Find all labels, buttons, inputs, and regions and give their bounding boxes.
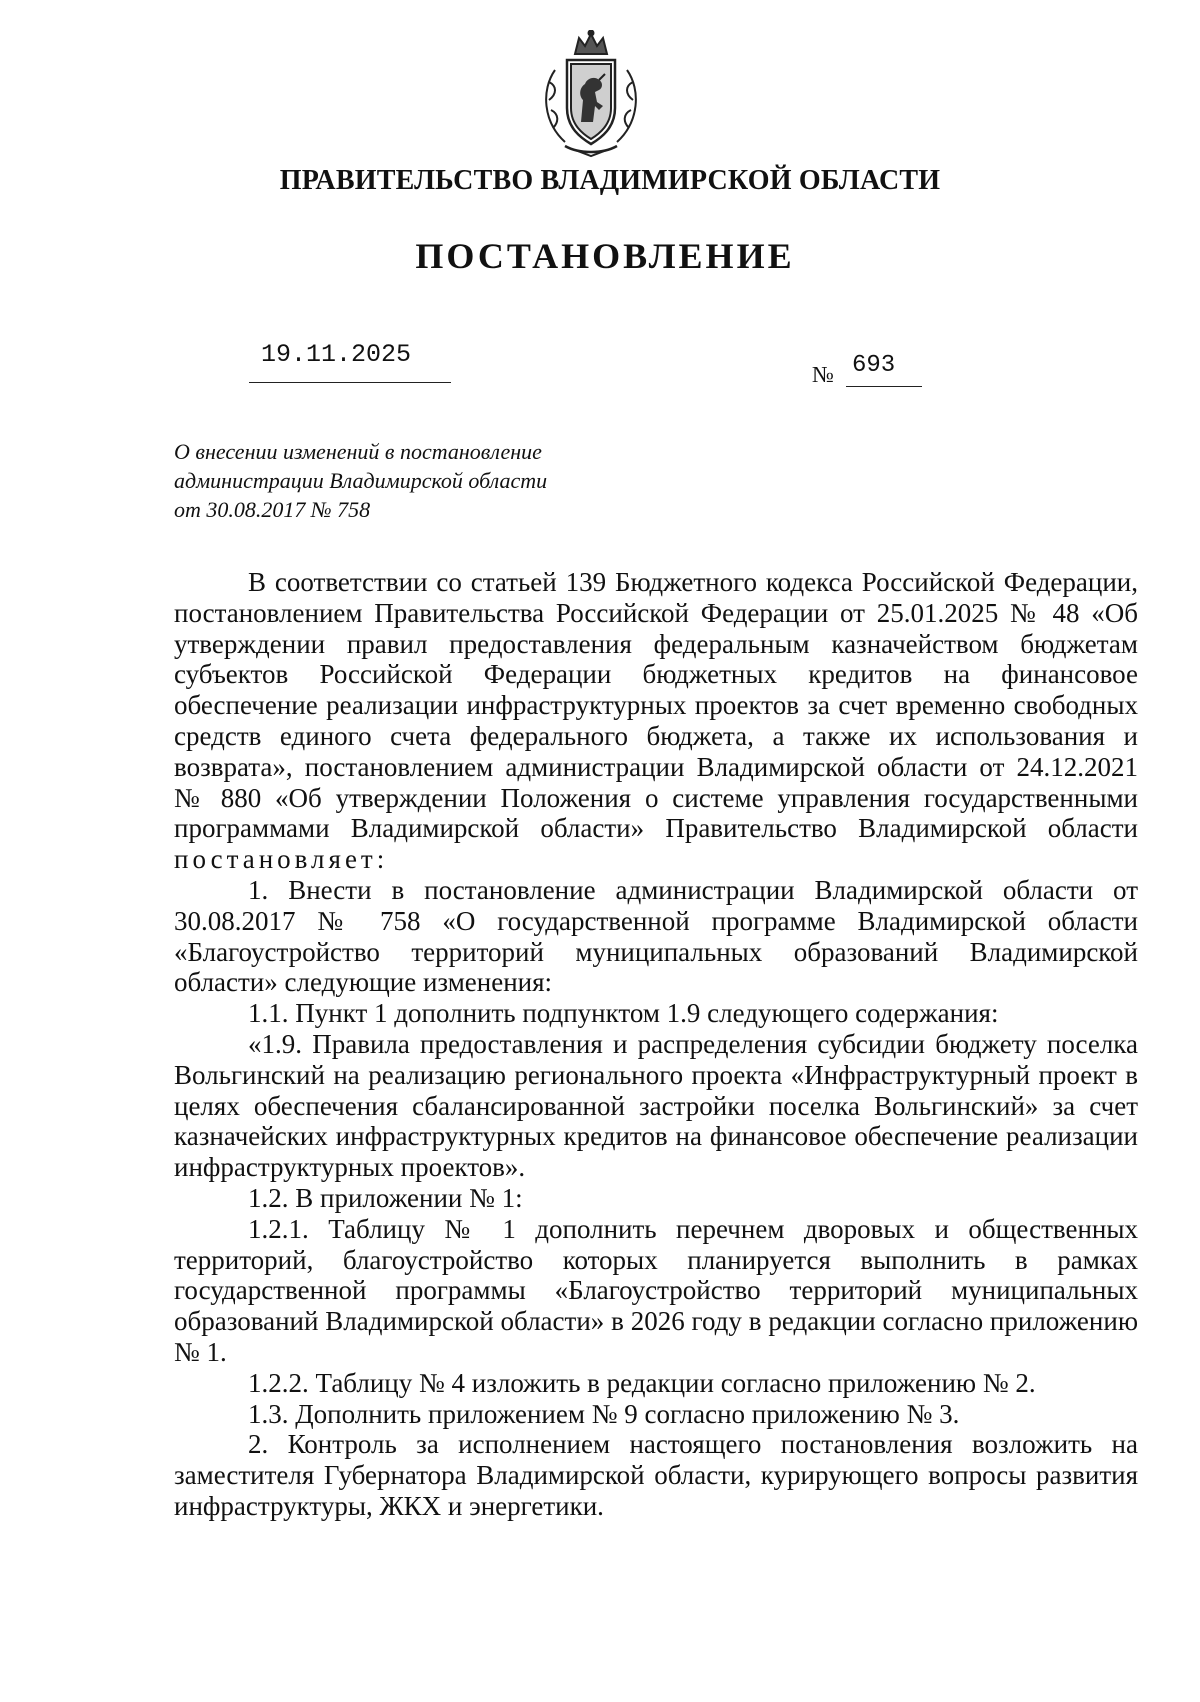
document-subject	[174, 437, 547, 524]
paragraph-1-2-1: 1.2.1. Таблицу № 1 дополнить перечнем дворовых и общественных территорий, благоустройство которых планируется выполнить в рамках государственной программы «Благоустройство территорий муниципальных образований Владимирской области» в 2026 году в редакции согласно приложению № 1.	[174, 1213, 1138, 1367]
paragraph-1-3: 1.3. Дополнить приложением № 9 согласно приложению № 3.	[248, 1398, 960, 1429]
document-body	[174, 567, 1138, 1522]
paragraph-1-1: 1.1. Пункт 1 дополнить подпунктом 1.9 следующего содержания:	[248, 998, 999, 1029]
paragraph-1: 1. Внести в постановление администрации Владимирской области от 30.08.2017 № 758 «О государственной программе Владимирской области «Благоустройство территорий муниципальных образований Владимирской области» следующие изменения:	[174, 874, 1138, 998]
resolves-prefix: Правительство Владимирской области	[665, 813, 1138, 844]
preamble-paragraph	[174, 567, 1138, 875]
document-date: 19.11.2025	[261, 340, 412, 369]
subject-line-3: от 30.08.2017 № 758	[174, 497, 371, 522]
subject-line-1: О внесении изменений в постановление	[174, 439, 542, 464]
subject-line-2: администрации Владимирской области	[174, 468, 548, 493]
document-number: 693	[846, 352, 922, 387]
resolves-word: постановляет:	[174, 844, 389, 875]
document-type-title: ПОСТАНОВЛЕНИЕ	[415, 236, 795, 276]
paragraph-1-1-quote: «1.9. Правила предоставления и распределения субсидии бюджету поселка Вольгинский на реализацию регионального проекта «Инфраструктурный проект в целях обеспечения сбалансированной застройки поселка Вольгинский» за счет казначейских инфраструктурных кредитов на финансовое обеспечение реализации инфраструктурных проектов».	[174, 1028, 1138, 1183]
vladimir-coat-of-arms-icon	[535, 30, 647, 158]
organization-title: ПРАВИТЕЛЬСТВО ВЛАДИМИРСКОЙ ОБЛАСТИ	[279, 165, 941, 196]
paragraph-1-2-2: 1.2.2. Таблицу № 4 изложить в редакции согласно приложению № 2.	[248, 1367, 1036, 1398]
document-date-field	[249, 340, 451, 383]
paragraph-1-2: 1.2. В приложении № 1:	[248, 1182, 523, 1213]
paragraph-2: 2. Контроль за исполнением настоящего постановления возложить на заместителя Губернатора Владимирской области, курирующего вопросы развития инфраструктуры, ЖКХ и энергетики.	[174, 1429, 1138, 1521]
number-sign: №	[812, 362, 834, 387]
preamble-text: В соответствии со статьей 139 Бюджетного кодекса Российской Федерации, постановлением Правительства Российской Федерации от 25.01.2025 № 48 «Об утверждении правил предоставления федеральным казначейством бюджетам субъектов Российской Федерации бюджетных кредитов на финансовое обеспечение реализации инфраструктурных проектов за счет временно свободных средств единого счета федерального бюджета, а также их использования и возврата», постановлением администрации Владимирской области от 24.12.2021 № 880 «Об утверждении Положения о системе управления государственными программами Владимирской области»	[174, 567, 1138, 844]
